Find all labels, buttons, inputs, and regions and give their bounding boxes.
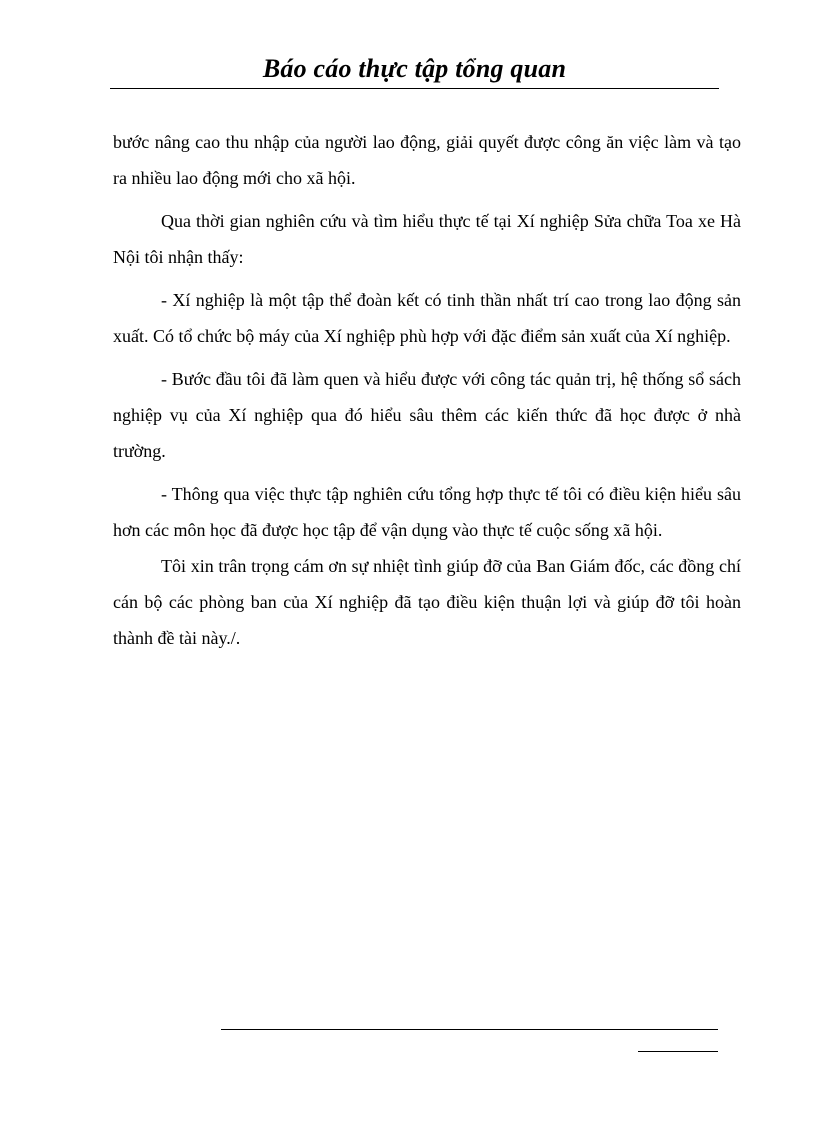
header-title: Báo cáo thực tập tổng quan [262, 54, 567, 83]
paragraph-thanks: Tôi xin trân trọng cám ơn sự nhiệt tình giúp đỡ của Ban Giám đốc, các đồng chí cán bộ các phòng ban của Xí nghiệp đã tạo điều kiện thuận lợi và giúp đỡ tôi hoàn thành đề tài này./. [113, 556, 741, 648]
paragraph-point-1: - Xí nghiệp là một tập thể đoàn kết có tinh thần nhất trí cao trong lao động sản xuất. Có tổ chức bộ máy của Xí nghiệp phù hợp với đặc điểm sản xuất của Xí nghiệp. [113, 290, 741, 346]
paragraph-intro: Qua thời gian nghiên cứu và tìm hiểu thực tế tại Xí nghiệp Sửa chữa Toa xe Hà Nội tôi nhận thấy: [113, 211, 741, 267]
footer-rule-short [638, 1051, 718, 1052]
paragraph-continuation: bước nâng cao thu nhập của người lao động, giải quyết được công ăn việc làm và tạo ra nhiều lao động mới cho xã hội. [113, 132, 741, 188]
footer-rule [221, 1029, 718, 1030]
body-text [113, 124, 741, 663]
paragraph-point-3: - Thông qua việc thực tập nghiên cứu tổng hợp thực tế tôi có điều kiện hiểu sâu hơn các môn học đã được học tập để vận dụng vào thực tế cuộc sống xã hội. [113, 484, 741, 540]
paragraph-point-2: - Bước đầu tôi đã làm quen và hiểu được với công tác quản trị, hệ thống sổ sách nghiệp vụ của Xí nghiệp qua đó hiểu sâu thêm các kiến thức đã học được ở nhà trường. [113, 369, 741, 461]
page-header [110, 52, 719, 89]
